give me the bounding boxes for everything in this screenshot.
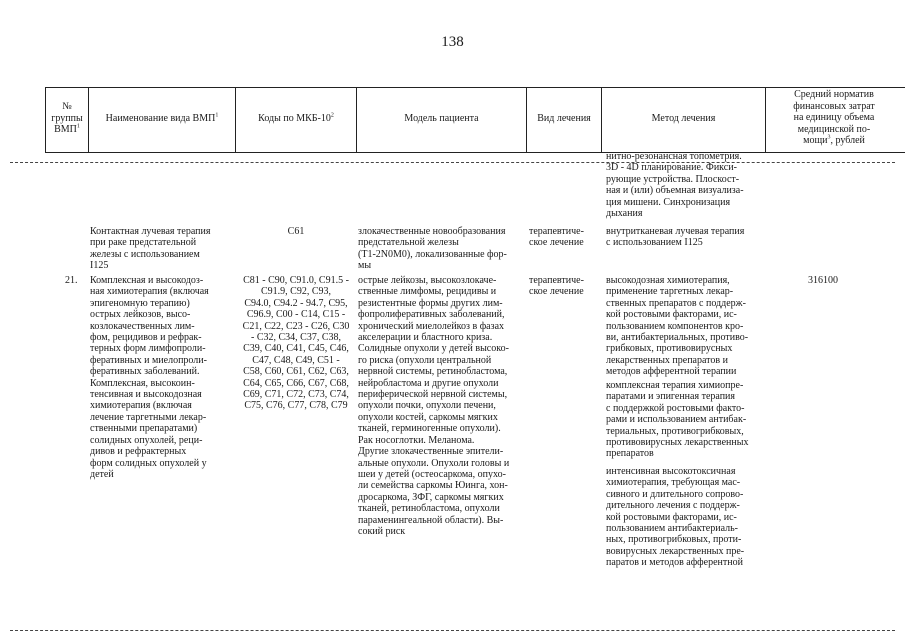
bottom-fold-line xyxy=(10,630,895,631)
row-21-vmp-name: Комплексная и высокодоз- ная химиотерапия (включая эпигеномную терапию) острых лейкозов, высо- козлокачественных лим- фом, рецидивов и рефрак- терных форм лимфопроли- феративных и миелопроли- феративных заболеваний. Комплексная, высокоин- тенсивная и высокодозная химиотерапия (включая лечение таргетными лекар- ственными препаратами) солидных опухолей, реци- дивов и рефрактерных форм солидных опухолей у детей xyxy=(90,275,209,480)
row-21-method-3: интенсивная высокотоксичная химиотерапия, требующая мас- сивного и длительного сопрово- дительного лечения с поддерж- кой ростовыми факторами, ис- пользованием антибактериаль- ных, противогрибковых, проти- вовирусных лекарственных пре- паратов и методов афферентной xyxy=(606,466,745,569)
header-norm-cost: Средний норматив финансовых затрат на единицу объема медицинской по- мощи$^3$, рублей xyxy=(793,89,875,146)
header-mkb-codes: Коды по МКБ-$10^2$ xyxy=(258,112,334,124)
row-c61-vmp-name: Контактная лучевая терапия при раке предстательной железы с использованием I125 xyxy=(90,226,211,272)
row-21-method-1: высокодозная химиотерапия, применение таргетных лекар- ственных препаратов с поддерж- кой ростовыми факторами, ис- пользованием компонентов кро- ви, антибактериальных, противо- грибковых, противовирусных лекарственных препаратов и методов афферентной терапии xyxy=(606,275,749,378)
row-21-number: 21. xyxy=(65,275,78,286)
row-c61-patient-model: злокачественные новообразования предстательной железы (T1-2N0M0), локализованные фор- мы xyxy=(358,226,507,272)
header-vmp-name: Наименование вида ВМП$^1$ xyxy=(105,112,219,124)
row-c61-treatment-type: терапевтиче- ское лечение xyxy=(529,226,584,249)
row-c61-codes: C61 xyxy=(287,226,305,237)
row-21-codes: C81 - C90, C91.0, C91.5 - C91.9, C92, C93, C94.0, C94.2 - 94.7, C95, C96.9, C00 - C14, C15 - C21, C22, C23 - C26, C30 - C32, C34, C37, C38, C39, C40, C41, C45, C46, C47, C48, C49, C51 - C58, C60, C61, C62, C63, C64, C65, C66, C67, C68, C69, C71, C72, C73, C74, C75, C76, C77, C78, C79 xyxy=(242,275,350,412)
header-treatment-type: Вид лечения xyxy=(537,113,591,124)
header-group-number: № группы ВМП$^1$ xyxy=(51,101,83,135)
fold-line xyxy=(10,162,895,163)
row-21-method-2: комплексная терапия химиопре- паратами и эпигенная терапия с поддержкой ростовыми факто- рами и использованием антибак- териальных, противогрибковых, противовирусных лекарственных препаратов xyxy=(606,380,749,460)
page-number: 138 xyxy=(441,34,464,50)
header-patient-model: Модель пациента xyxy=(404,113,479,124)
row-21-patient-model: острые лейкозы, высокозлокаче- ственные лимфомы, рецидивы и резистентные формы других лим- фопролиферативных заболеваний, хронический миелолейкоз в фазах акселерации и бластного криза. Солидные опухоли у детей высоко- го риска (опухоли центральной нервной системы, ретинобластома, нейробластома и другие опухоли периферической нервной системы, опухоли почки, опухоли печени, опухоли костей, саркомы мягких тканей, герминогенные опухоли). Рак носоглотки. Меланома. Другие злокачественные эпители- альные опухоли. Опухоли головы и шеи у детей (остеосаркома, опухо- ли семейства саркомы Юинга, хон- дросаркома, ЗФГ, саркомы мягких тканей, ретинобластома, опухоли параменингеальной области). Вы- сокий риск xyxy=(358,275,510,537)
row-21-treatment-type: терапевтиче- ское лечение xyxy=(529,275,584,298)
continued-method-text: нитно-резонансная топометрия. 3D - 4D планирование. Фикси- рующие устройства. Плоскост- ная и (или) объемная визуализа- ция мишени. Синхронизация дыхания xyxy=(606,151,744,220)
header-treatment-method: Метод лечения xyxy=(651,113,716,124)
row-c61-treatment-method: внутритканевая лучевая терапия с использованием I125 xyxy=(606,226,745,249)
row-21-cost: 316100 xyxy=(808,275,838,286)
